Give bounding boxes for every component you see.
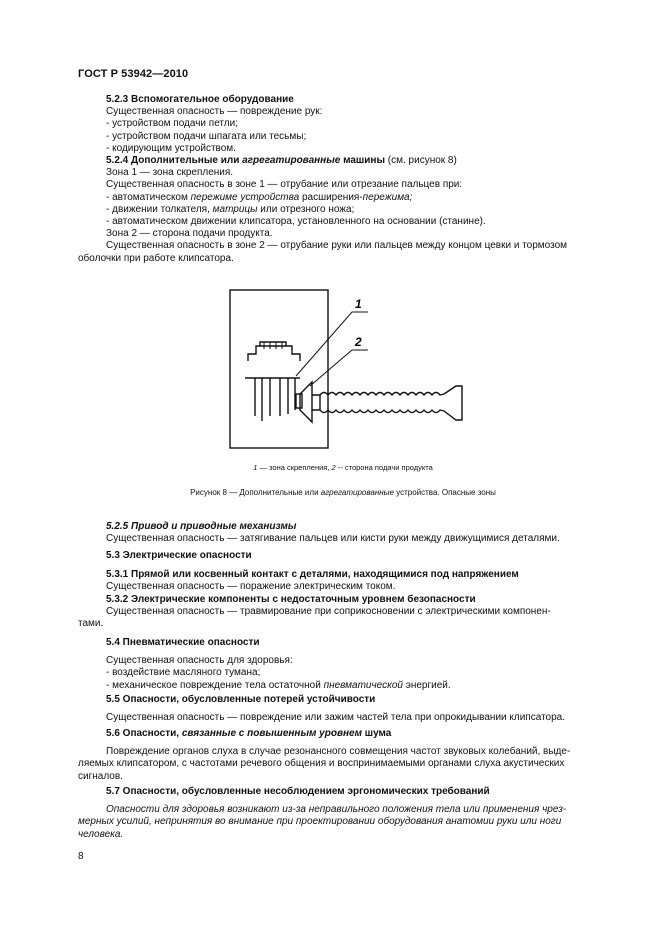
list-item: - кодирующим устройством. xyxy=(106,142,236,154)
paragraph-line: тами. xyxy=(78,618,104,630)
paragraph-line: Существенная опасность для здоровья: xyxy=(106,655,293,667)
figure-8-drawing xyxy=(200,286,470,451)
section-title: 5.2.5 Привод и приводные механизмы xyxy=(106,521,297,532)
section-title: 5.3.1 Прямой или косвенный контакт с деталями, находящимися под напряжением xyxy=(106,569,519,580)
paragraph-line: оболочки при работе клипсатора. xyxy=(78,252,234,264)
section-5-2-3 xyxy=(78,94,608,155)
section-title: 5.5 Опасности, обусловленные потерей устойчивости xyxy=(106,694,376,705)
section-5-2-5 xyxy=(78,521,608,545)
section-5-2-4 xyxy=(78,155,608,265)
figure-label-2: 2 xyxy=(355,335,362,349)
section-5-3 xyxy=(78,550,608,562)
paragraph-line: Повреждение органов слуха в случае резонансного совмещения частот звуковых колебаний, выде- xyxy=(106,746,571,758)
list-item: - воздействие масляного тумана; xyxy=(106,667,261,679)
paragraph-line: Зона 2 — сторона подачи продукта. xyxy=(106,228,273,240)
section-title: 5.7 Опасности, обусловленные несоблюдением эргономических требований xyxy=(106,786,490,797)
section-5-3-1 xyxy=(78,569,608,593)
section-title: 5.6 Опасности, связанные с повышенным уровнем шума xyxy=(106,728,392,739)
paragraph-line: сигналов. xyxy=(78,770,123,782)
paragraph-line: Зона 1 — зона скрепления. xyxy=(106,167,234,179)
figure-label-1: 1 xyxy=(355,297,362,311)
list-item: - устройством подачи шпагата или тесьмы; xyxy=(106,130,307,142)
section-title: 5.3 Электрические опасности xyxy=(106,550,252,561)
paragraph-line: человека. xyxy=(78,828,124,840)
document-header: ГОСТ Р 53942—2010 xyxy=(78,68,189,80)
figure-caption: Рисунок 8 — Дополнительные или агрегатированные устройства. Опасные зоны xyxy=(190,488,496,497)
paragraph-line: Существенная опасность — поражение электрическим током. xyxy=(106,581,396,593)
list-item: - автоматическом пережиме устройства расширения-пережима; xyxy=(106,191,413,203)
section-title: 5.3.2 Электрические компоненты с недостаточным уровнем безопасности xyxy=(106,594,476,605)
section-5-5 xyxy=(78,694,608,724)
list-item: - механическое повреждение тела остаточной пневматической энергией. xyxy=(106,679,451,691)
paragraph-line: мерных усилий, непринятия во внимание при проектировании оборудования анатомии руки или ноги xyxy=(78,816,562,828)
section-5-7 xyxy=(78,786,608,841)
section-5-6 xyxy=(78,728,608,783)
paragraph-line: Существенная опасность — повреждение или зажим частей тела при опрокидывании клипсатора. xyxy=(106,712,565,724)
section-title: 5.2.3 Вспомогательное оборудование xyxy=(106,94,294,105)
list-item: - движении толкателя, матрицы или отрезного ножа; xyxy=(106,203,355,215)
paragraph-line: Существенная опасность в зоне 1 — отрубание или отрезание пальцев при: xyxy=(106,179,463,191)
paragraph-line: ляемых клипсатором, с частотами речевого общения и воспринимаемыми органами слуха акустических xyxy=(78,758,565,770)
section-title: 5.2.4 Дополнительные или агрегатированные машины (см. рисунок 8) xyxy=(106,155,457,166)
paragraph-line: Существенная опасность — повреждение рук: xyxy=(106,106,323,118)
paragraph-line: Существенная опасность в зоне 2 — отрубание руки или пальцев между концом цевки и тормозом xyxy=(106,240,568,252)
section-5-4 xyxy=(78,637,608,692)
page-number: 8 xyxy=(78,851,84,862)
paragraph-line: Существенная опасность — травмирование при соприкосновении с электрическими компонен- xyxy=(106,606,551,618)
section-title: 5.4 Пневматические опасности xyxy=(106,637,260,648)
paragraph-line: Опасности для здоровья возникают из-за неправильного положения тела или применения чрез- xyxy=(106,804,567,816)
figure-legend: 1 — зона скрепления, 2 -- сторона подачи продукта xyxy=(253,463,433,472)
paragraph-line: Существенная опасность — затягивание пальцев или кисти руки между движущимися деталями. xyxy=(106,533,560,545)
list-item: - автоматическом движении клипсатора, установленного на основании (станине). xyxy=(106,216,486,228)
section-5-3-2 xyxy=(78,594,608,631)
list-item: - устройством подачи петли; xyxy=(106,118,238,130)
machine-body xyxy=(230,290,328,448)
